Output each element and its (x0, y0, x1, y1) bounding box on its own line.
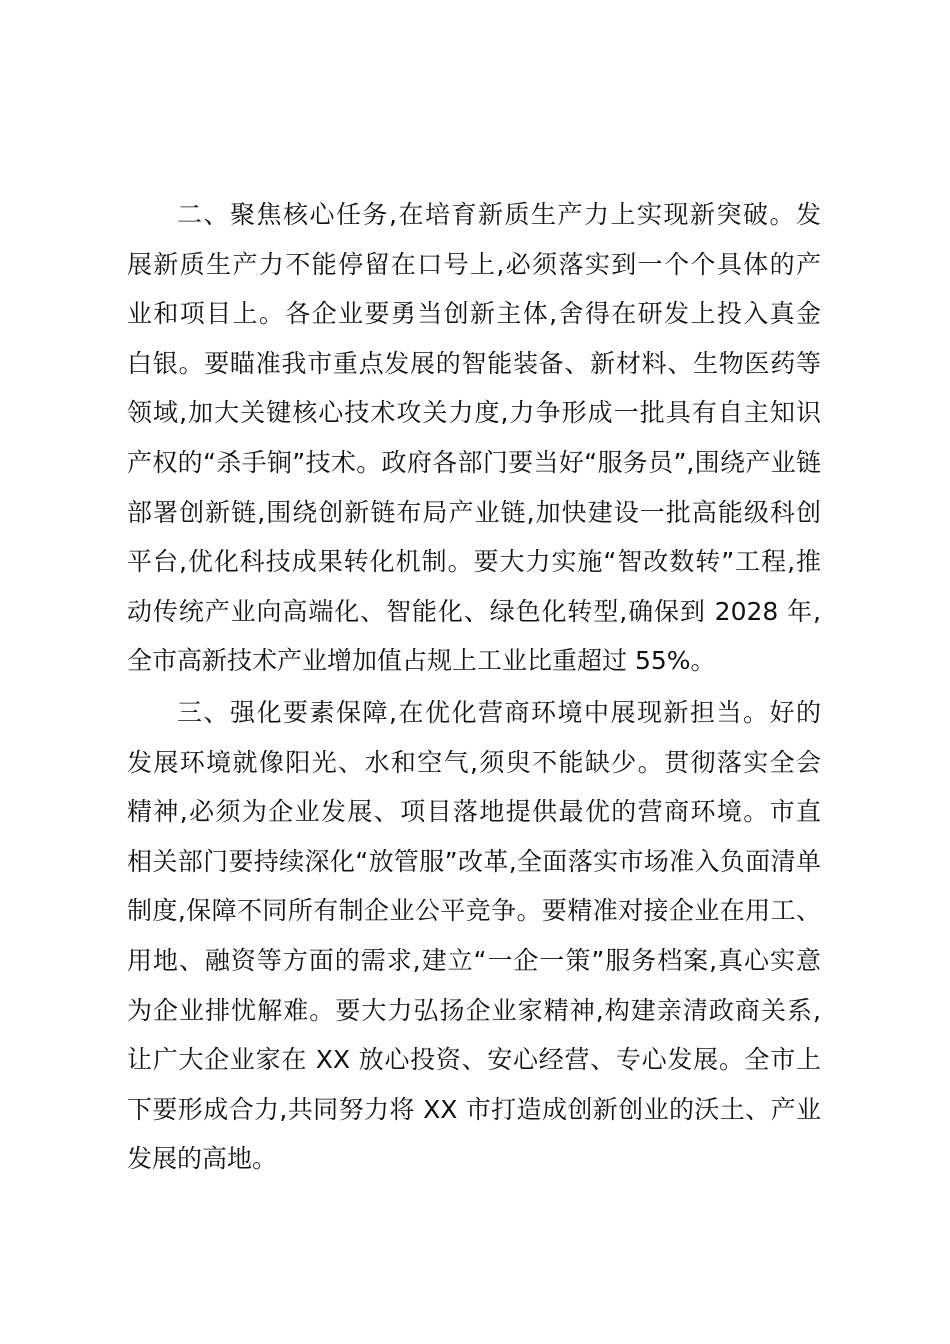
text-line: 相关部门要持续深化“放管服”改革,全面落实市场准入负面清单 (127, 846, 821, 876)
paragraph-section-two (127, 190, 821, 686)
text-line: 部署创新链,围绕创新链布局产业链,加快建设一批高能级科创 (127, 497, 821, 527)
text-line: 动传统产业向高端化、智能化、绿色化转型,确保到 2028 年, (127, 596, 821, 626)
paragraph-section-three (127, 688, 821, 1184)
text-line: 下要形成合力,共同努力将 XX 市打造成创新创业的沃土、产业 (127, 1094, 821, 1124)
text-line: 领域,加大关键核心技术攻关力度,力争形成一批具有自主知识 (127, 398, 821, 428)
text-line: 三、强化要素保障,在优化营商环境中展现新担当。好的 (177, 698, 821, 727)
text-line: 制度,保障不同所有制企业公平竞争。要精准对接企业在用工、 (127, 896, 821, 926)
text-line: 全市高新技术产业增加值占规上工业比重超过 55%。 (127, 646, 716, 676)
text-line: 平台,优化科技成果转化机制。要大力实施“智改数转”工程,推 (127, 547, 821, 577)
text-line: 白银。要瞄准我市重点发展的智能装备、新材料、生物医药等 (127, 348, 821, 378)
text-line: 为企业排忧解难。要大力弘扬企业家精神,构建亲清政商关系, (127, 995, 821, 1025)
text-line: 精神,必须为企业发展、项目落地提供最优的营商环境。市直 (127, 797, 821, 827)
text-line: 二、聚焦核心任务,在培育新质生产力上实现新突破。发 (177, 200, 821, 229)
text-line: 用地、融资等方面的需求,建立“一企一策”服务档案,真心实意 (127, 945, 821, 975)
text-line: 发展环境就像阳光、水和空气,须臾不能缺少。贯彻落实全会 (127, 747, 821, 777)
text-line: 展新质生产力不能停留在口号上,必须落实到一个个具体的产 (127, 249, 821, 279)
text-line: 发展的高地。 (127, 1144, 278, 1174)
text-line: 让广大企业家在 XX 放心投资、安心经营、专心发展。全市上 (127, 1045, 821, 1075)
text-line: 产权的“杀手锏”技术。政府各部门要当好“服务员”,围绕产业链 (127, 447, 821, 477)
text-line: 业和项目上。各企业要勇当创新主体,舍得在研发上投入真金 (127, 299, 821, 329)
